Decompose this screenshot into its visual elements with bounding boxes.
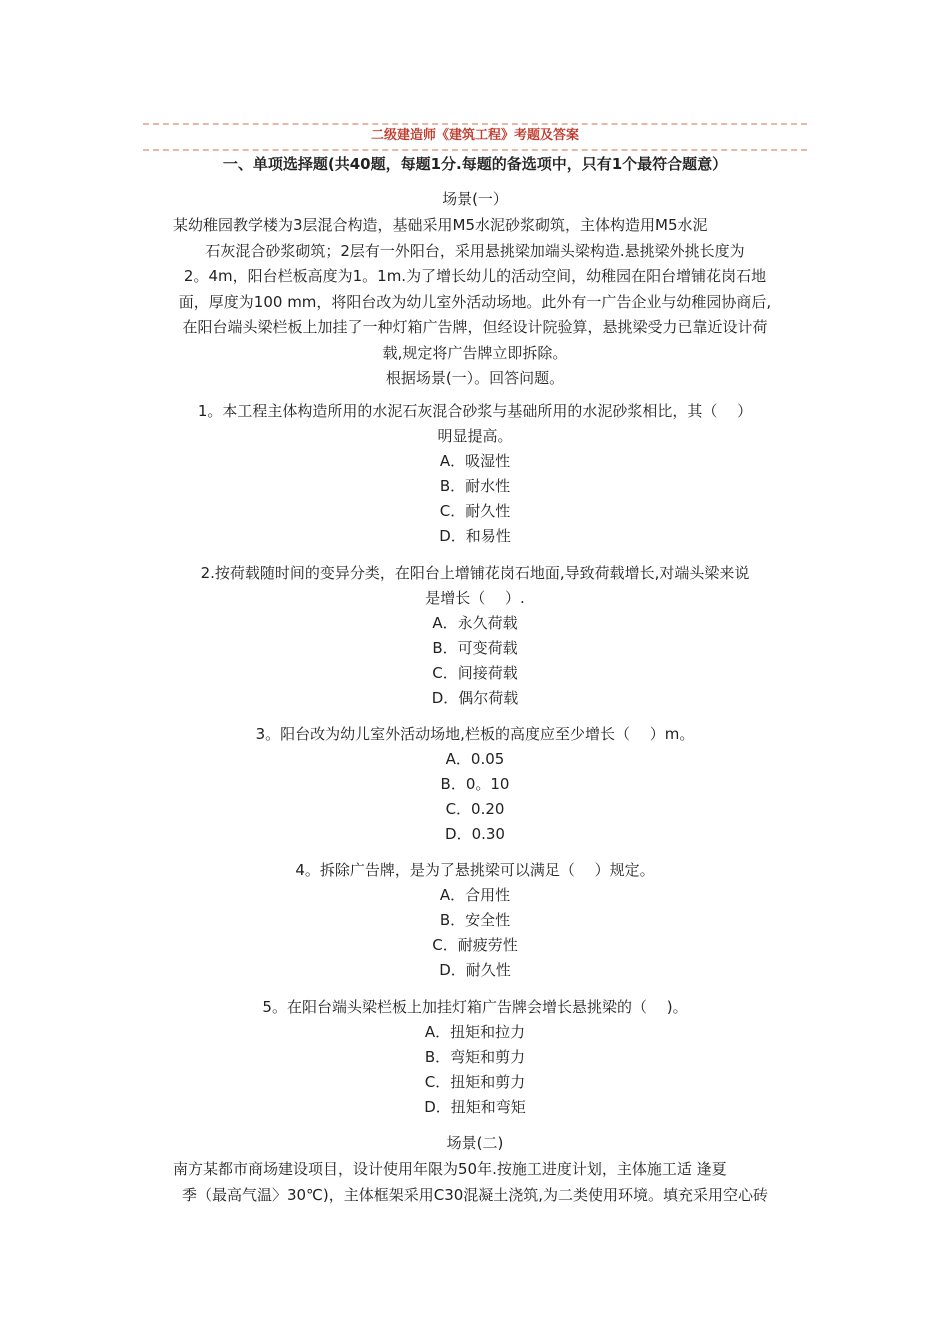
question-stem: 2.按荷载随时间的变异分类，在阳台上增铺花岗石地面,导致荷载增长,对端头梁来说 — [200, 564, 750, 582]
scene1-paragraph — [143, 213, 807, 392]
question-4 — [143, 858, 807, 983]
scene1-line: 石灰混合砂浆砌筑；2层有一外阳台，采用悬挑梁加端头梁构造.悬挑梁外挑长度为 — [205, 241, 745, 260]
scene2-paragraph — [143, 1157, 807, 1208]
option-c: C．0.20 — [445, 800, 505, 818]
question-3 — [143, 722, 807, 847]
option-d: D．偶尔荷载 — [431, 689, 519, 707]
question-stem: 1。本工程主体构造所用的水泥石灰混合砂浆与基础所用的水泥砂浆相比，其（ ） — [197, 402, 753, 420]
question-5 — [143, 995, 807, 1120]
option-b: B．耐水性 — [439, 477, 511, 495]
option-a: A．合用性 — [439, 886, 511, 904]
option-a: A．0.05 — [445, 750, 505, 768]
scene1-line: 载,规定将广告牌立即拆除。 — [382, 343, 568, 362]
scene1-prompt: 根据场景(一）。回答问题。 — [385, 369, 565, 387]
scene1-line: 在阳台端头梁栏板上加挂了一种灯箱广告牌，但经设计院验算，悬挑梁受力已靠近设计荷 — [182, 318, 768, 336]
option-b: B．弯矩和剪力 — [424, 1048, 526, 1066]
option-b: B．安全性 — [439, 911, 511, 929]
option-b: B．0。10 — [440, 775, 510, 793]
section-heading: 一、单项选择题(共40题，每题1分.每题的备选项中，只有1个最符合题意） — [222, 155, 728, 173]
option-a: A．永久荷载 — [432, 614, 518, 632]
option-d: D．0.30 — [445, 825, 505, 843]
question-stem: 4。拆除广告牌，是为了悬挑梁可以满足（ ）规定。 — [295, 861, 655, 879]
question-2 — [143, 561, 807, 711]
question-stem: 是增长（ ）. — [425, 589, 525, 607]
option-d: D．耐久性 — [439, 961, 511, 979]
scene1-line: 某幼稚园教学楼为3层混合构造，基础采用M5水泥砂浆砌筑，主体构造用M5水泥 — [173, 216, 708, 234]
scene2-line: 南方某都市商场建设项目，设计使用年限为50年.按施工进度计划，主体施工适 逢夏 — [173, 1160, 727, 1178]
option-a: A．吸湿性 — [439, 452, 511, 470]
option-c: C．扭矩和剪力 — [424, 1073, 526, 1091]
option-c: C．耐久性 — [439, 502, 511, 520]
top-dashed-rule — [143, 123, 807, 125]
option-d: D．扭矩和弯矩 — [424, 1098, 526, 1116]
question-stem: 3。阳台改为幼儿室外活动场地,栏板的高度应至少增长（ ）m。 — [255, 725, 695, 743]
bottom-dashed-rule — [143, 149, 807, 151]
scene2-heading: 场景(二) — [446, 1134, 504, 1152]
document-title: 二级建造师《建筑工程》考题及答案 — [370, 128, 579, 143]
scene1-line: 2。4m，阳台栏板高度为1。1m.为了增长幼儿的活动空间，幼稚园在阳台增铺花岗石地 — [183, 267, 767, 285]
question-stem: 明显提高。 — [437, 427, 513, 445]
scene1-line: 面，厚度为100 mm，将阳台改为幼儿室外活动场地。此外有一广告企业与幼稚园协商后, — [178, 292, 772, 311]
option-a: A．扭矩和拉力 — [424, 1023, 526, 1041]
option-c: C．耐疲劳性 — [432, 936, 518, 954]
scene1-heading: 场景(一） — [442, 190, 508, 208]
option-d: D．和易性 — [439, 527, 511, 545]
option-c: C．间接荷载 — [432, 664, 518, 682]
scene2-line: 季（最高气温〉30℃)，主体框架采用C30混凝土浇筑,为二类使用环境。填充采用空心砖 — [181, 1185, 769, 1204]
question-stem: 5。在阳台端头梁栏板上加挂灯箱广告牌会增长悬挑梁的（ )。 — [262, 998, 688, 1016]
option-b: B．可变荷载 — [432, 639, 518, 657]
question-1 — [143, 399, 807, 549]
